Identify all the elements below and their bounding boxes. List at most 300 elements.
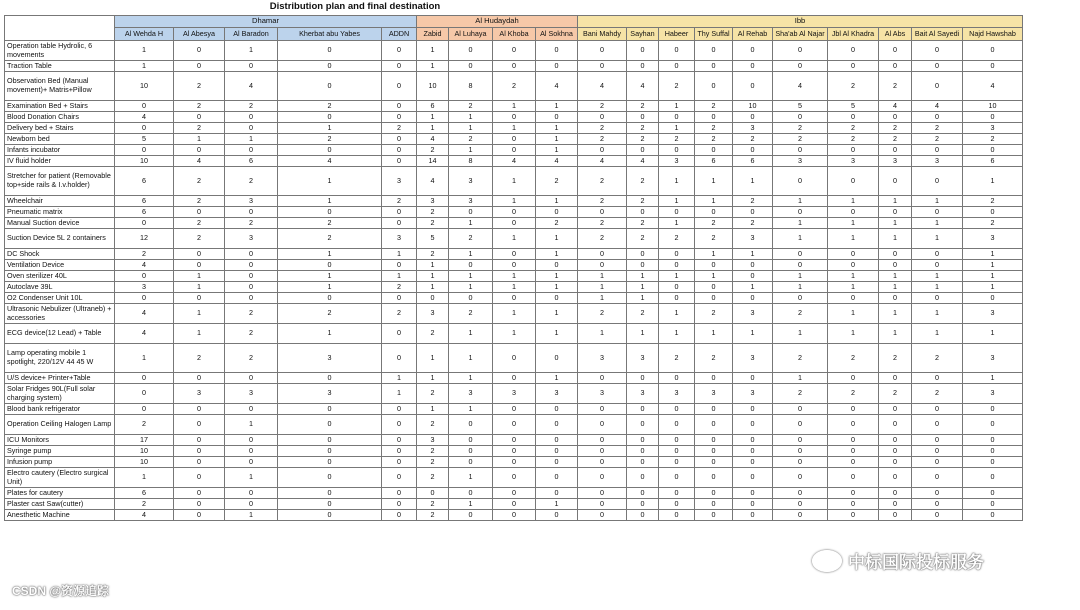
- quantity-cell: 3: [773, 156, 828, 167]
- quantity-cell: 3: [225, 384, 278, 404]
- quantity-cell: 0: [695, 457, 733, 468]
- quantity-cell: 0: [382, 41, 417, 61]
- quantity-cell: 0: [174, 249, 225, 260]
- quantity-cell: 4: [879, 101, 912, 112]
- quantity-cell: 4: [963, 72, 1023, 101]
- quantity-cell: 3: [536, 384, 578, 404]
- destination-header-row: [5, 28, 1023, 41]
- quantity-cell: 1: [278, 123, 382, 134]
- equipment-name-cell: ECG device(12 Lead) + Table: [5, 324, 115, 344]
- quantity-cell: 0: [659, 499, 695, 510]
- quantity-cell: 2: [115, 415, 174, 435]
- quantity-cell: 2: [773, 304, 828, 324]
- quantity-cell: 0: [773, 468, 828, 488]
- quantity-cell: 1: [417, 61, 449, 72]
- table-row: [5, 196, 1023, 207]
- quantity-cell: 0: [695, 510, 733, 521]
- quantity-cell: 0: [493, 41, 536, 61]
- quantity-cell: 0: [828, 435, 879, 446]
- equipment-name-cell: DC Shock: [5, 249, 115, 260]
- destination-header: Al Khoba: [493, 28, 536, 41]
- quantity-cell: 2: [536, 218, 578, 229]
- quantity-cell: 0: [493, 112, 536, 123]
- quantity-cell: 2: [278, 304, 382, 324]
- quantity-cell: 0: [174, 207, 225, 218]
- quantity-cell: 0: [733, 415, 773, 435]
- quantity-cell: 0: [536, 446, 578, 457]
- quantity-cell: 0: [659, 468, 695, 488]
- quantity-cell: 0: [912, 145, 963, 156]
- quantity-cell: 0: [174, 260, 225, 271]
- quantity-cell: 2: [174, 167, 225, 196]
- quantity-cell: 2: [695, 229, 733, 249]
- quantity-cell: 1: [695, 167, 733, 196]
- quantity-cell: 3: [278, 344, 382, 373]
- quantity-cell: 2: [659, 344, 695, 373]
- quantity-cell: 0: [382, 457, 417, 468]
- quantity-cell: 0: [695, 488, 733, 499]
- quantity-cell: 0: [578, 510, 627, 521]
- quantity-cell: 0: [627, 249, 659, 260]
- quantity-cell: 2: [659, 134, 695, 145]
- quantity-cell: 10: [115, 72, 174, 101]
- quantity-cell: 0: [695, 373, 733, 384]
- quantity-cell: 1: [417, 404, 449, 415]
- quantity-cell: 0: [695, 499, 733, 510]
- equipment-name-cell: IV fluid holder: [5, 156, 115, 167]
- quantity-cell: 2: [733, 134, 773, 145]
- quantity-cell: 0: [382, 446, 417, 457]
- table-row: [5, 384, 1023, 404]
- quantity-cell: 2: [879, 134, 912, 145]
- quantity-cell: 2: [225, 167, 278, 196]
- quantity-cell: 4: [417, 167, 449, 196]
- quantity-cell: 1: [627, 293, 659, 304]
- quantity-cell: 0: [493, 404, 536, 415]
- quantity-cell: 0: [733, 260, 773, 271]
- quantity-cell: 0: [382, 207, 417, 218]
- quantity-cell: 2: [627, 134, 659, 145]
- quantity-cell: 2: [963, 196, 1023, 207]
- quantity-cell: 1: [278, 167, 382, 196]
- table-row: [5, 404, 1023, 415]
- distribution-table: [4, 15, 1023, 521]
- quantity-cell: 1: [912, 324, 963, 344]
- quantity-cell: 0: [828, 167, 879, 196]
- quantity-cell: 0: [773, 207, 828, 218]
- quantity-cell: 1: [449, 499, 493, 510]
- quantity-cell: 1: [174, 304, 225, 324]
- quantity-cell: 0: [879, 145, 912, 156]
- quantity-cell: 1: [115, 41, 174, 61]
- quantity-cell: 1: [879, 196, 912, 207]
- quantity-cell: 1: [773, 271, 828, 282]
- quantity-cell: 5: [828, 101, 879, 112]
- quantity-cell: 2: [773, 123, 828, 134]
- quantity-cell: 3: [733, 304, 773, 324]
- quantity-cell: 3: [627, 344, 659, 373]
- quantity-cell: 1: [963, 324, 1023, 344]
- quantity-cell: 0: [578, 260, 627, 271]
- quantity-cell: 0: [174, 510, 225, 521]
- quantity-cell: 1: [773, 196, 828, 207]
- equipment-name-cell: Traction Table: [5, 61, 115, 72]
- quantity-cell: 0: [174, 112, 225, 123]
- quantity-cell: 2: [695, 134, 733, 145]
- quantity-cell: 0: [695, 415, 733, 435]
- table-row: [5, 468, 1023, 488]
- quantity-cell: 0: [912, 249, 963, 260]
- quantity-cell: 2: [417, 415, 449, 435]
- quantity-cell: 0: [879, 468, 912, 488]
- quantity-cell: 3: [382, 229, 417, 249]
- table-row: [5, 293, 1023, 304]
- quantity-cell: 3: [115, 282, 174, 293]
- quantity-cell: 1: [493, 282, 536, 293]
- quantity-cell: 3: [278, 384, 382, 404]
- quantity-cell: 0: [382, 324, 417, 344]
- quantity-cell: 0: [225, 260, 278, 271]
- quantity-cell: 2: [225, 101, 278, 112]
- destination-header: Al Sokhna: [536, 28, 578, 41]
- quantity-cell: 2: [382, 123, 417, 134]
- quantity-cell: 0: [912, 293, 963, 304]
- quantity-cell: 0: [493, 249, 536, 260]
- quantity-cell: 0: [382, 145, 417, 156]
- quantity-cell: 0: [278, 446, 382, 457]
- quantity-cell: 1: [449, 373, 493, 384]
- quantity-cell: 3: [449, 384, 493, 404]
- quantity-cell: 0: [773, 260, 828, 271]
- quantity-cell: 0: [627, 112, 659, 123]
- quantity-cell: 0: [879, 510, 912, 521]
- destination-header: Al Rehab: [733, 28, 773, 41]
- quantity-cell: 2: [417, 145, 449, 156]
- quantity-cell: 3: [417, 435, 449, 446]
- watermark-badge: [812, 548, 984, 573]
- equipment-name-cell: O2 Condenser Unit 10L: [5, 293, 115, 304]
- quantity-cell: 0: [963, 435, 1023, 446]
- quantity-cell: 1: [879, 304, 912, 324]
- quantity-cell: 4: [115, 324, 174, 344]
- quantity-cell: 3: [449, 167, 493, 196]
- quantity-cell: 1: [912, 304, 963, 324]
- quantity-cell: 3: [493, 384, 536, 404]
- quantity-cell: 0: [695, 404, 733, 415]
- quantity-cell: 0: [382, 218, 417, 229]
- quantity-cell: 6: [695, 156, 733, 167]
- quantity-cell: 0: [879, 260, 912, 271]
- quantity-cell: 0: [659, 457, 695, 468]
- equipment-name-cell: Syringe pump: [5, 446, 115, 457]
- quantity-cell: 2: [627, 123, 659, 134]
- quantity-cell: 2: [879, 344, 912, 373]
- quantity-cell: 1: [828, 324, 879, 344]
- quantity-cell: 0: [115, 101, 174, 112]
- table-row: [5, 156, 1023, 167]
- quantity-cell: 2: [417, 468, 449, 488]
- quantity-cell: 0: [382, 112, 417, 123]
- quantity-cell: 0: [695, 293, 733, 304]
- quantity-cell: 3: [174, 384, 225, 404]
- quantity-cell: 1: [278, 282, 382, 293]
- quantity-cell: 2: [417, 324, 449, 344]
- quantity-cell: 2: [773, 134, 828, 145]
- quantity-cell: 0: [278, 373, 382, 384]
- quantity-cell: 1: [536, 123, 578, 134]
- quantity-cell: 2: [382, 304, 417, 324]
- quantity-cell: 2: [578, 218, 627, 229]
- quantity-cell: 4: [417, 134, 449, 145]
- quantity-cell: 1: [578, 282, 627, 293]
- quantity-cell: 0: [536, 435, 578, 446]
- quantity-cell: 0: [278, 488, 382, 499]
- quantity-cell: 0: [278, 435, 382, 446]
- quantity-cell: 0: [733, 373, 773, 384]
- quantity-cell: 0: [225, 488, 278, 499]
- table-row: [5, 510, 1023, 521]
- quantity-cell: 2: [449, 304, 493, 324]
- quantity-cell: 1: [912, 282, 963, 293]
- quantity-cell: 2: [278, 134, 382, 145]
- equipment-name-cell: Autoclave 39L: [5, 282, 115, 293]
- quantity-cell: 0: [695, 435, 733, 446]
- quantity-cell: 2: [417, 446, 449, 457]
- quantity-cell: 1: [417, 271, 449, 282]
- quantity-cell: 2: [417, 457, 449, 468]
- quantity-cell: 2: [449, 134, 493, 145]
- quantity-cell: 1: [536, 499, 578, 510]
- quantity-cell: 1: [382, 249, 417, 260]
- quantity-cell: 1: [382, 373, 417, 384]
- quantity-cell: 1: [536, 304, 578, 324]
- quantity-cell: 2: [417, 218, 449, 229]
- table-row: [5, 145, 1023, 156]
- quantity-cell: 0: [695, 145, 733, 156]
- table-row: [5, 72, 1023, 101]
- quantity-cell: 2: [912, 134, 963, 145]
- quantity-cell: 0: [578, 488, 627, 499]
- quantity-cell: 0: [659, 446, 695, 457]
- quantity-cell: 2: [912, 344, 963, 373]
- quantity-cell: 0: [627, 373, 659, 384]
- quantity-cell: 0: [659, 249, 695, 260]
- quantity-cell: 3: [659, 384, 695, 404]
- quantity-cell: 1: [449, 404, 493, 415]
- quantity-cell: 0: [627, 457, 659, 468]
- quantity-cell: 2: [578, 196, 627, 207]
- quantity-cell: 3: [963, 304, 1023, 324]
- quantity-cell: 0: [695, 282, 733, 293]
- region-header-row: [5, 16, 1023, 28]
- quantity-cell: 3: [828, 156, 879, 167]
- quantity-cell: 0: [493, 373, 536, 384]
- quantity-cell: 0: [449, 207, 493, 218]
- destination-header: Zabid: [417, 28, 449, 41]
- quantity-cell: 0: [879, 249, 912, 260]
- quantity-cell: 1: [773, 218, 828, 229]
- quantity-cell: 0: [879, 435, 912, 446]
- quantity-cell: 0: [493, 446, 536, 457]
- quantity-cell: 2: [627, 218, 659, 229]
- quantity-cell: 0: [963, 145, 1023, 156]
- quantity-cell: 0: [278, 61, 382, 72]
- quantity-cell: 2: [174, 344, 225, 373]
- quantity-cell: 1: [912, 229, 963, 249]
- quantity-cell: 4: [115, 510, 174, 521]
- equipment-name-cell: Newborn bed: [5, 134, 115, 145]
- quantity-cell: 0: [627, 446, 659, 457]
- equipment-name-cell: Plaster cast Saw(cutter): [5, 499, 115, 510]
- quantity-cell: 1: [493, 271, 536, 282]
- quantity-cell: 1: [659, 218, 695, 229]
- quantity-cell: 1: [493, 304, 536, 324]
- quantity-cell: 0: [382, 415, 417, 435]
- quantity-cell: 0: [912, 468, 963, 488]
- quantity-cell: 1: [912, 196, 963, 207]
- quantity-cell: 0: [493, 435, 536, 446]
- quantity-cell: 0: [174, 468, 225, 488]
- table-row: [5, 61, 1023, 72]
- quantity-cell: 2: [417, 384, 449, 404]
- quantity-cell: 4: [115, 112, 174, 123]
- page-title: Distribution plan and final destination: [269, 1, 441, 12]
- quantity-cell: 0: [627, 510, 659, 521]
- quantity-cell: 1: [278, 249, 382, 260]
- quantity-cell: 0: [963, 510, 1023, 521]
- quantity-cell: 0: [879, 373, 912, 384]
- quantity-cell: 0: [912, 510, 963, 521]
- quantity-cell: 0: [733, 293, 773, 304]
- quantity-cell: 0: [912, 415, 963, 435]
- quantity-cell: 0: [174, 499, 225, 510]
- quantity-cell: 0: [659, 41, 695, 61]
- quantity-cell: 2: [963, 218, 1023, 229]
- quantity-cell: 0: [773, 112, 828, 123]
- equipment-name-cell: Operation table Hydrolic, 6 movements: [5, 41, 115, 61]
- quantity-cell: 0: [912, 207, 963, 218]
- quantity-cell: 1: [828, 282, 879, 293]
- quantity-cell: 2: [659, 72, 695, 101]
- quantity-cell: 0: [493, 134, 536, 145]
- quantity-cell: 0: [536, 344, 578, 373]
- quantity-cell: 1: [278, 196, 382, 207]
- quantity-cell: 0: [493, 207, 536, 218]
- quantity-cell: 1: [659, 123, 695, 134]
- table-row: [5, 229, 1023, 249]
- quantity-cell: 1: [174, 324, 225, 344]
- quantity-cell: 2: [773, 384, 828, 404]
- quantity-cell: 2: [733, 196, 773, 207]
- quantity-cell: 0: [278, 415, 382, 435]
- quantity-cell: 1: [773, 373, 828, 384]
- quantity-cell: 1: [879, 324, 912, 344]
- quantity-cell: 0: [627, 404, 659, 415]
- quantity-cell: 0: [493, 293, 536, 304]
- quantity-cell: 1: [493, 123, 536, 134]
- quantity-cell: 10: [115, 156, 174, 167]
- table-row: [5, 435, 1023, 446]
- quantity-cell: 1: [382, 384, 417, 404]
- table-row: [5, 123, 1023, 134]
- quantity-cell: 2: [627, 304, 659, 324]
- destination-header: Al Abs: [879, 28, 912, 41]
- quantity-cell: 1: [828, 229, 879, 249]
- quantity-cell: 2: [578, 229, 627, 249]
- quantity-cell: 0: [225, 123, 278, 134]
- quantity-cell: 0: [536, 293, 578, 304]
- quantity-cell: 0: [912, 446, 963, 457]
- quantity-cell: 1: [773, 324, 828, 344]
- quantity-cell: 3: [912, 156, 963, 167]
- quantity-cell: 0: [578, 457, 627, 468]
- quantity-cell: 0: [382, 435, 417, 446]
- quantity-cell: 1: [115, 468, 174, 488]
- equipment-name-cell: Observation Bed (Manual movement)+ Matris+Pillow: [5, 72, 115, 101]
- quantity-cell: 0: [879, 499, 912, 510]
- quantity-cell: 2: [417, 499, 449, 510]
- equipment-name-cell: Blood bank refrigerator: [5, 404, 115, 415]
- quantity-cell: 0: [963, 61, 1023, 72]
- quantity-cell: 2: [879, 123, 912, 134]
- quantity-cell: 0: [278, 260, 382, 271]
- quantity-cell: 0: [912, 435, 963, 446]
- quantity-cell: 0: [225, 271, 278, 282]
- quantity-cell: 0: [912, 41, 963, 61]
- quantity-cell: 1: [695, 196, 733, 207]
- quantity-cell: 0: [828, 260, 879, 271]
- quantity-cell: 0: [225, 249, 278, 260]
- table-row: [5, 446, 1023, 457]
- quantity-cell: 0: [493, 488, 536, 499]
- quantity-cell: 0: [449, 446, 493, 457]
- quantity-cell: 1: [115, 61, 174, 72]
- quantity-cell: 0: [773, 167, 828, 196]
- quantity-cell: 1: [536, 145, 578, 156]
- destination-header: ADDN: [382, 28, 417, 41]
- quantity-cell: 0: [382, 134, 417, 145]
- table-row: [5, 167, 1023, 196]
- quantity-cell: 0: [659, 61, 695, 72]
- quantity-cell: 1: [536, 134, 578, 145]
- quantity-cell: 2: [627, 101, 659, 112]
- quantity-cell: 0: [627, 499, 659, 510]
- quantity-cell: 1: [536, 101, 578, 112]
- quantity-cell: 4: [627, 72, 659, 101]
- quantity-cell: 0: [174, 446, 225, 457]
- quantity-cell: 0: [382, 510, 417, 521]
- quantity-cell: 6: [115, 488, 174, 499]
- quantity-cell: 1: [536, 249, 578, 260]
- quantity-cell: 2: [733, 218, 773, 229]
- equipment-name-cell: Blood Donation Chairs: [5, 112, 115, 123]
- quantity-cell: 0: [773, 61, 828, 72]
- quantity-cell: 0: [449, 435, 493, 446]
- quantity-cell: 2: [828, 123, 879, 134]
- quantity-cell: 0: [912, 404, 963, 415]
- quantity-cell: 2: [449, 229, 493, 249]
- quantity-cell: 2: [828, 72, 879, 101]
- quantity-cell: 0: [879, 61, 912, 72]
- quantity-cell: 0: [225, 112, 278, 123]
- quantity-cell: 0: [828, 249, 879, 260]
- quantity-cell: 3: [879, 156, 912, 167]
- table-row: [5, 457, 1023, 468]
- quantity-cell: 2: [115, 499, 174, 510]
- quantity-cell: 0: [828, 293, 879, 304]
- quantity-cell: 0: [225, 373, 278, 384]
- quantity-cell: 2: [828, 344, 879, 373]
